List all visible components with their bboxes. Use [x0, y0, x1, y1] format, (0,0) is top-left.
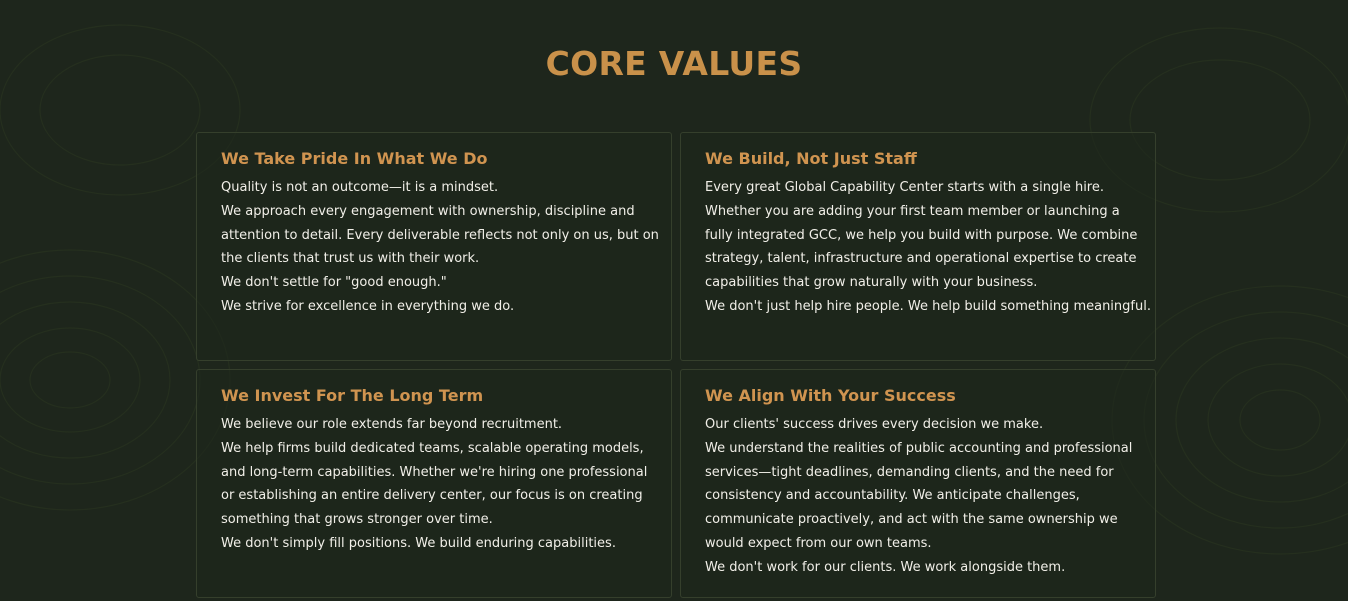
card-body-line: fully integrated GCC, we help you build with purpose. We combine [705, 227, 1138, 243]
card-body-line: Our clients' success drives every decision we make. [705, 417, 1044, 432]
card-body [221, 176, 659, 319]
card-body-line: or establishing an entire delivery center, our focus is on creating [221, 488, 643, 504]
card-body-line: Quality is not an outcome—it is a mindset. [221, 180, 499, 195]
card-body-line: attention to detail. Every deliverable reflects not only on us, but on [221, 227, 659, 243]
card-body-line: We don't settle for "good enough." [221, 275, 447, 291]
card-title: We Invest For The Long Term [221, 386, 484, 405]
value-card-pride [196, 132, 672, 361]
card-body-line: We strive for excellence in everything we do. [221, 298, 515, 314]
card-body-line: communicate proactively, and act with the same ownership we [705, 512, 1118, 528]
card-body-line: We help firms build dedicated teams, scalable operating models, [221, 440, 644, 456]
card-body-line: We don't work for our clients. We work alongside them. [705, 559, 1066, 575]
card-body-line: capabilities that grow naturally with your business. [705, 275, 1038, 291]
card-body [705, 413, 1131, 580]
section-title: CORE VALUES [545, 44, 803, 83]
card-title: We Build, Not Just Staff [705, 149, 917, 168]
card-body [705, 176, 1151, 319]
value-card-build [680, 132, 1156, 361]
card-body-line: Every great Global Capability Center starts with a single hire. [705, 180, 1104, 195]
card-body-line: would expect from our own teams. [705, 535, 932, 551]
card-body-line: strategy, talent, infrastructure and operational expertise to create [705, 251, 1137, 267]
card-body-line: We believe our role extends far beyond recruitment. [221, 417, 563, 432]
values-grid [196, 132, 1156, 598]
card-body-line: consistency and accountability. We anticipate challenges, [705, 488, 1080, 504]
value-card-long-term [196, 369, 672, 598]
card-body-line: services—tight deadlines, demanding clients, and the need for [705, 464, 1114, 480]
value-card-align [680, 369, 1156, 598]
card-body-line: the clients that trust us with their work. [221, 251, 480, 267]
card-body-line: something that grows stronger over time. [221, 512, 493, 528]
card-body-line: We approach every engagement with ownership, discipline and [221, 203, 635, 219]
card-body-line: We don't just help hire people. We help build something meaningful. [705, 298, 1151, 314]
card-body-line: We understand the realities of public accounting and professional [705, 440, 1133, 456]
card-body [221, 413, 647, 556]
card-body-line: and long-term capabilities. Whether we're hiring one professional [221, 464, 648, 480]
card-body-line: Whether you are adding your first team member or launching a [705, 203, 1120, 219]
card-body-line: We don't simply fill positions. We build enduring capabilities. [221, 535, 616, 551]
card-title: We Take Pride In What We Do [221, 149, 488, 168]
card-title: We Align With Your Success [705, 386, 956, 405]
